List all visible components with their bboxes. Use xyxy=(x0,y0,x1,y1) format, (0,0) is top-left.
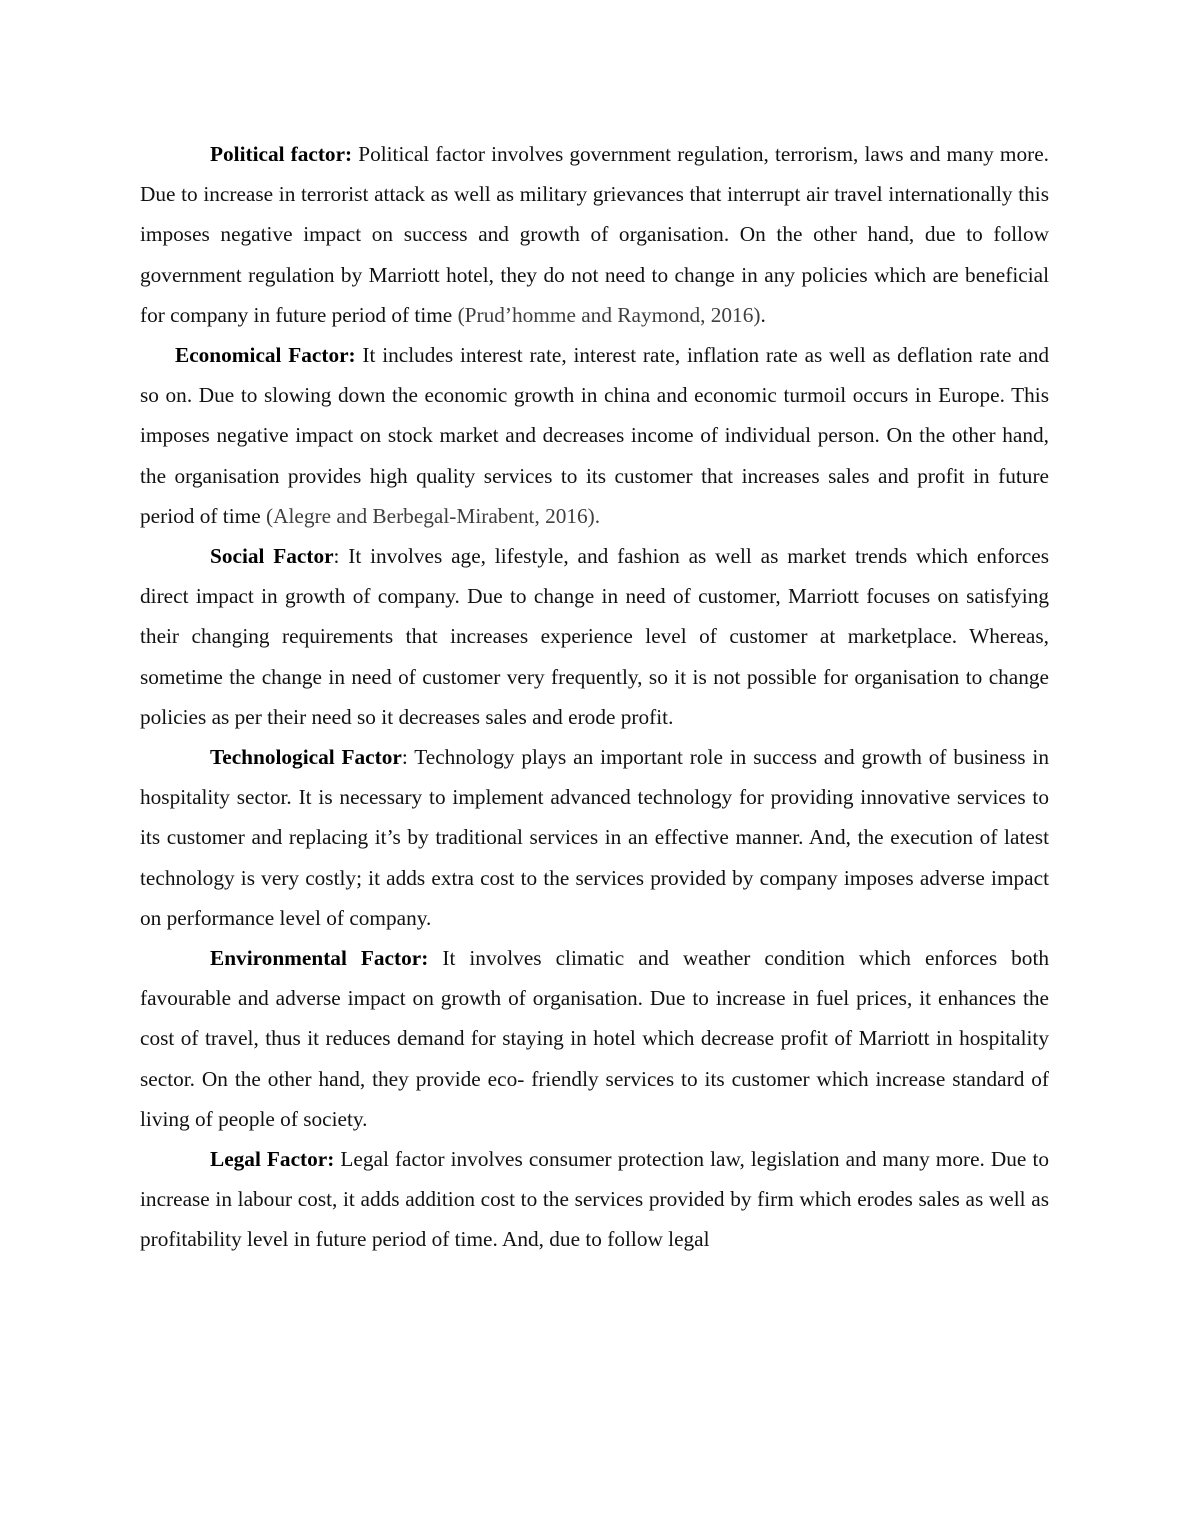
body-technological: : Technology plays an important role in success and growth of business in hospitality sector. It is necessary to implement advanced technology for providing innovative services to its customer and replacing it’s by traditional services in an effective manner. And, the execution of latest technology is very costly; it adds extra cost to the services provided by company imposes adverse impact on performance level of company. xyxy=(140,745,1049,930)
heading-environmental: Environmental Factor: xyxy=(210,946,429,971)
paragraph-technological xyxy=(140,737,1049,938)
paragraph-legal xyxy=(140,1139,1049,1260)
body-environmental: It involves climatic and weather condition which enforces both favourable and adverse impact on growth of organisation. Due to increase in fuel prices, it enhances the cost of travel, thus it reduces demand for staying in hotel which decrease profit of Marriott in hospitality sector. On the other hand, they provide eco- friendly services to its customer which increase standard of living of people of society. xyxy=(140,946,1050,1131)
citation-political: (Prud’homme and Raymond, 2016) xyxy=(457,302,761,327)
paragraph-social xyxy=(140,536,1049,737)
heading-economical: Economical Factor: xyxy=(175,343,356,368)
body-political: Political factor involves government regulation, terrorism, laws and many more. Due to increase in terrorist attack as well as military grievances that interrupt air travel internationally this imposes negative impact on success and growth of organisation. On the other hand, due to follow government regulation by Marriott hotel, they do not need to change in any policies which are beneficial for company in future period of time xyxy=(140,142,1049,327)
citation-economical: (Alegre and Berbegal-Mirabent, 2016). xyxy=(265,503,601,528)
heading-political: Political factor: xyxy=(210,142,353,166)
paragraph-economical xyxy=(140,335,1049,536)
body-social: : It involves age, lifestyle, and fashion as well as market trends which enforces direct impact in growth of company. Due to change in need of customer, Marriott focuses on satisfying their changing requirements that increases experience level of customer at marketplace. Whereas, sometime the change in need of customer very frequently, so it is not possible for organisation to change policies as per their need so it decreases sales and erode profit. xyxy=(140,544,1049,729)
paragraph-political xyxy=(140,134,1049,335)
heading-legal: Legal Factor: xyxy=(210,1147,335,1172)
heading-social: Social Factor xyxy=(210,544,334,569)
document-page xyxy=(140,134,1049,1260)
paragraph-environmental xyxy=(140,938,1049,1139)
body-economical: It includes interest rate, interest rate, inflation rate as well as deflation rate and so on. Due to slowing down the economic growth in china and economic turmoil occurs in Europe. This imposes negative impact on stock market and decreases income of individual person. On the other hand, the organisation provides high quality services to its customer that increases sales and profit in future period of time xyxy=(140,343,1049,528)
tail-political: . xyxy=(760,302,766,327)
heading-technological: Technological Factor xyxy=(210,745,402,770)
body-legal: Legal factor involves consumer protection law, legislation and many more. Due to increase in labour cost, it adds addition cost to the services provided by firm which erodes sales as well as profitability level in future period of time. And, due to follow legal xyxy=(140,1147,1050,1252)
